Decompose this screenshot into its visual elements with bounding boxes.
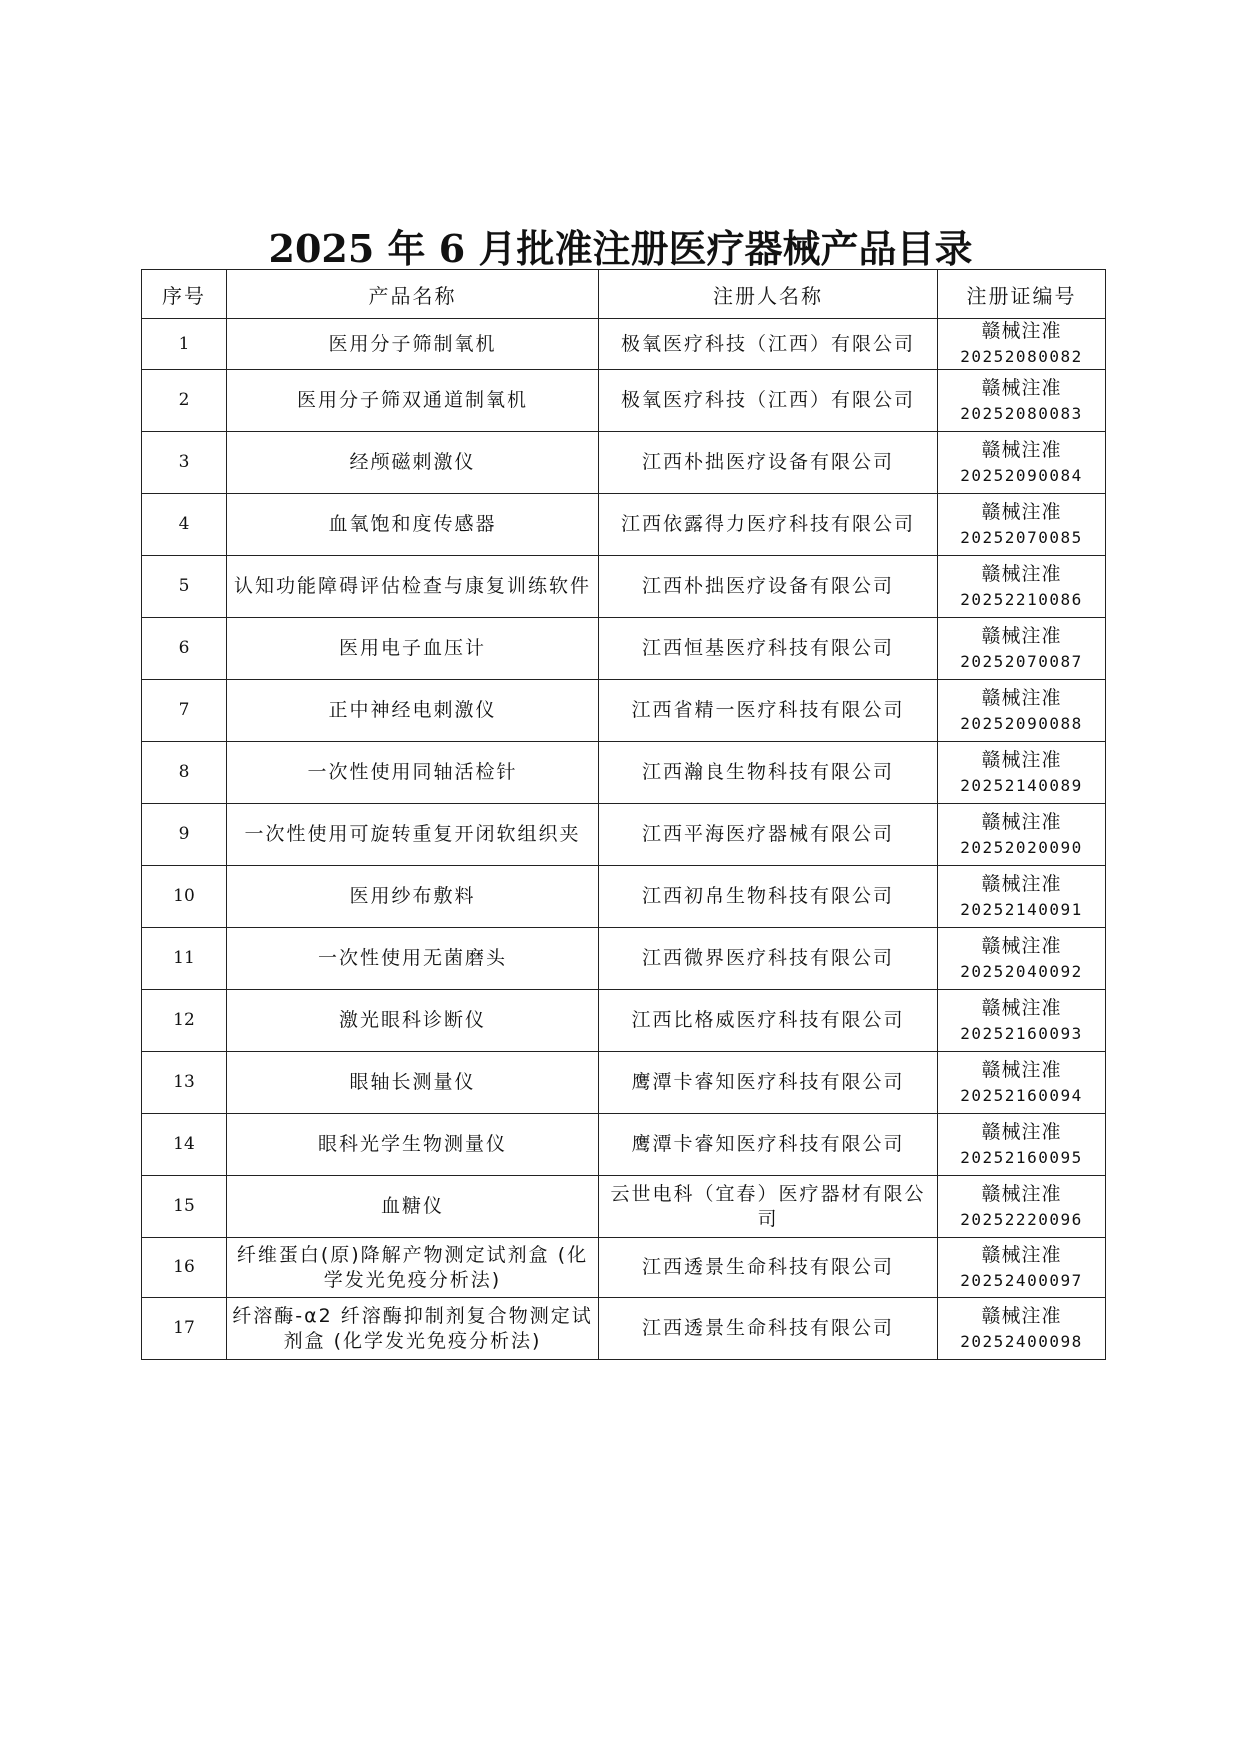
cell-product-name: 正中神经电刺激仪	[227, 680, 599, 742]
cell-product-name: 医用分子筛双通道制氧机	[227, 370, 599, 432]
cell-registrant-name: 江西瀚良生物科技有限公司	[599, 742, 938, 804]
cell-seq: 12	[142, 990, 227, 1052]
header-product-name: 产品名称	[227, 270, 599, 319]
cell-seq: 15	[142, 1176, 227, 1238]
certificate-prefix: 赣械注准	[981, 1304, 1062, 1327]
cell-seq: 6	[142, 618, 227, 680]
table-row	[142, 1238, 1106, 1298]
cell-registrant-name: 江西透景生命科技有限公司	[599, 1238, 938, 1298]
cell-certificate-number	[938, 432, 1106, 494]
cell-certificate-number	[938, 804, 1106, 866]
certificate-prefix: 赣械注准	[981, 624, 1062, 647]
cell-registrant-name: 江西省精一医疗科技有限公司	[599, 680, 938, 742]
cell-registrant-name: 鹰潭卡睿知医疗科技有限公司	[599, 1052, 938, 1114]
cell-registrant-name: 云世电科（宜春）医疗器材有限公司	[599, 1176, 938, 1238]
cell-registrant-name: 江西依露得力医疗科技有限公司	[599, 494, 938, 556]
cell-product-name: 纤溶酶-α2 纤溶酶抑制剂复合物测定试剂盒 (化学发光免疫分析法)	[227, 1298, 599, 1360]
certificate-prefix: 赣械注准	[981, 562, 1062, 585]
certificate-number: 20252160095	[960, 1147, 1083, 1167]
certificate-number: 20252080083	[960, 403, 1083, 423]
cell-certificate-number	[938, 866, 1106, 928]
certificate-prefix: 赣械注准	[981, 872, 1062, 895]
certificate-number: 20252400098	[960, 1331, 1083, 1351]
header-certificate-number: 注册证编号	[938, 270, 1106, 319]
certificate-prefix: 赣械注准	[981, 500, 1062, 523]
certificate-prefix: 赣械注准	[981, 438, 1062, 461]
cell-seq: 8	[142, 742, 227, 804]
cell-seq: 11	[142, 928, 227, 990]
cell-registrant-name: 江西朴拙医疗设备有限公司	[599, 432, 938, 494]
cell-seq: 2	[142, 370, 227, 432]
cell-product-name: 医用纱布敷料	[227, 866, 599, 928]
cell-certificate-number	[938, 494, 1106, 556]
certificate-number: 20252040092	[960, 961, 1083, 981]
certificate-number: 20252400097	[960, 1270, 1083, 1290]
table-row	[142, 742, 1106, 804]
cell-registrant-name: 鹰潭卡睿知医疗科技有限公司	[599, 1114, 938, 1176]
table-row	[142, 432, 1106, 494]
cell-certificate-number	[938, 1238, 1106, 1298]
cell-registrant-name: 江西恒基医疗科技有限公司	[599, 618, 938, 680]
certificate-number: 20252140091	[960, 899, 1083, 919]
cell-product-name: 经颅磁刺激仪	[227, 432, 599, 494]
certificate-number: 20252080082	[960, 347, 1083, 366]
cell-certificate-number	[938, 1176, 1106, 1238]
certificate-number: 20252210086	[960, 589, 1083, 609]
table-row	[142, 319, 1106, 370]
cell-seq: 10	[142, 866, 227, 928]
table-row	[142, 556, 1106, 618]
certificate-number: 20252160094	[960, 1085, 1083, 1105]
table-row	[142, 990, 1106, 1052]
cell-registrant-name: 江西透景生命科技有限公司	[599, 1298, 938, 1360]
cell-certificate-number	[938, 370, 1106, 432]
certificate-prefix: 赣械注准	[981, 934, 1062, 957]
table-row	[142, 618, 1106, 680]
cell-seq: 17	[142, 1298, 227, 1360]
cell-certificate-number	[938, 319, 1106, 370]
cell-product-name: 医用分子筛制氧机	[227, 319, 599, 370]
cell-seq: 5	[142, 556, 227, 618]
cell-product-name: 血氧饱和度传感器	[227, 494, 599, 556]
cell-certificate-number	[938, 990, 1106, 1052]
cell-registrant-name: 江西微界医疗科技有限公司	[599, 928, 938, 990]
cell-seq: 4	[142, 494, 227, 556]
certificate-number: 20252090088	[960, 713, 1083, 733]
table-row	[142, 494, 1106, 556]
table-body	[142, 319, 1106, 1360]
cell-seq: 1	[142, 319, 227, 370]
cell-seq: 13	[142, 1052, 227, 1114]
certificate-prefix: 赣械注准	[981, 686, 1062, 709]
product-catalog-table	[141, 269, 1106, 1360]
cell-seq: 7	[142, 680, 227, 742]
header-seq: 序号	[142, 270, 227, 319]
cell-product-name: 一次性使用可旋转重复开闭软组织夹	[227, 804, 599, 866]
cell-seq: 3	[142, 432, 227, 494]
certificate-prefix: 赣械注准	[981, 1243, 1062, 1266]
cell-registrant-name: 江西朴拙医疗设备有限公司	[599, 556, 938, 618]
cell-certificate-number	[938, 928, 1106, 990]
cell-certificate-number	[938, 556, 1106, 618]
cell-product-name: 血糖仪	[227, 1176, 599, 1238]
certificate-prefix: 赣械注准	[981, 376, 1062, 399]
cell-registrant-name: 江西平海医疗器械有限公司	[599, 804, 938, 866]
cell-product-name: 认知功能障碍评估检查与康复训练软件	[227, 556, 599, 618]
certificate-prefix: 赣械注准	[981, 996, 1062, 1019]
table-row	[142, 1176, 1106, 1238]
certificate-prefix: 赣械注准	[981, 1058, 1062, 1081]
certificate-number: 20252220096	[960, 1209, 1083, 1229]
certificate-number: 20252020090	[960, 837, 1083, 857]
certificate-prefix: 赣械注准	[981, 320, 1062, 342]
cell-product-name: 眼轴长测量仪	[227, 1052, 599, 1114]
cell-product-name: 一次性使用同轴活检针	[227, 742, 599, 804]
cell-certificate-number	[938, 1114, 1106, 1176]
cell-product-name: 一次性使用无菌磨头	[227, 928, 599, 990]
certificate-number: 20252140089	[960, 775, 1083, 795]
certificate-number: 20252160093	[960, 1023, 1083, 1043]
certificate-prefix: 赣械注准	[981, 810, 1062, 833]
header-registrant-name: 注册人名称	[599, 270, 938, 319]
certificate-number: 20252090084	[960, 465, 1083, 485]
cell-product-name: 激光眼科诊断仪	[227, 990, 599, 1052]
table-row	[142, 866, 1106, 928]
table-header-row	[142, 270, 1106, 319]
table-row	[142, 1298, 1106, 1360]
table-row	[142, 928, 1106, 990]
cell-registrant-name: 江西初帛生物科技有限公司	[599, 866, 938, 928]
page-title: 2025 年 6 月批准注册医疗器械产品目录	[268, 226, 973, 271]
certificate-prefix: 赣械注准	[981, 1182, 1062, 1205]
cell-certificate-number	[938, 1052, 1106, 1114]
table-row	[142, 1052, 1106, 1114]
table-row	[142, 370, 1106, 432]
cell-certificate-number	[938, 618, 1106, 680]
cell-seq: 16	[142, 1238, 227, 1298]
cell-product-name: 纤维蛋白(原)降解产物测定试剂盒 (化学发光免疫分析法)	[227, 1238, 599, 1298]
cell-certificate-number	[938, 680, 1106, 742]
cell-certificate-number	[938, 742, 1106, 804]
cell-registrant-name: 极氧医疗科技（江西）有限公司	[599, 370, 938, 432]
certificate-prefix: 赣械注准	[981, 748, 1062, 771]
certificate-prefix: 赣械注准	[981, 1120, 1062, 1143]
cell-seq: 14	[142, 1114, 227, 1176]
certificate-number: 20252070087	[960, 651, 1083, 671]
table-row	[142, 804, 1106, 866]
cell-registrant-name: 江西比格威医疗科技有限公司	[599, 990, 938, 1052]
cell-product-name: 眼科光学生物测量仪	[227, 1114, 599, 1176]
cell-registrant-name: 极氧医疗科技（江西）有限公司	[599, 319, 938, 370]
cell-product-name: 医用电子血压计	[227, 618, 599, 680]
table-row	[142, 680, 1106, 742]
table-row	[142, 1114, 1106, 1176]
cell-certificate-number	[938, 1298, 1106, 1360]
cell-seq: 9	[142, 804, 227, 866]
certificate-number: 20252070085	[960, 527, 1083, 547]
